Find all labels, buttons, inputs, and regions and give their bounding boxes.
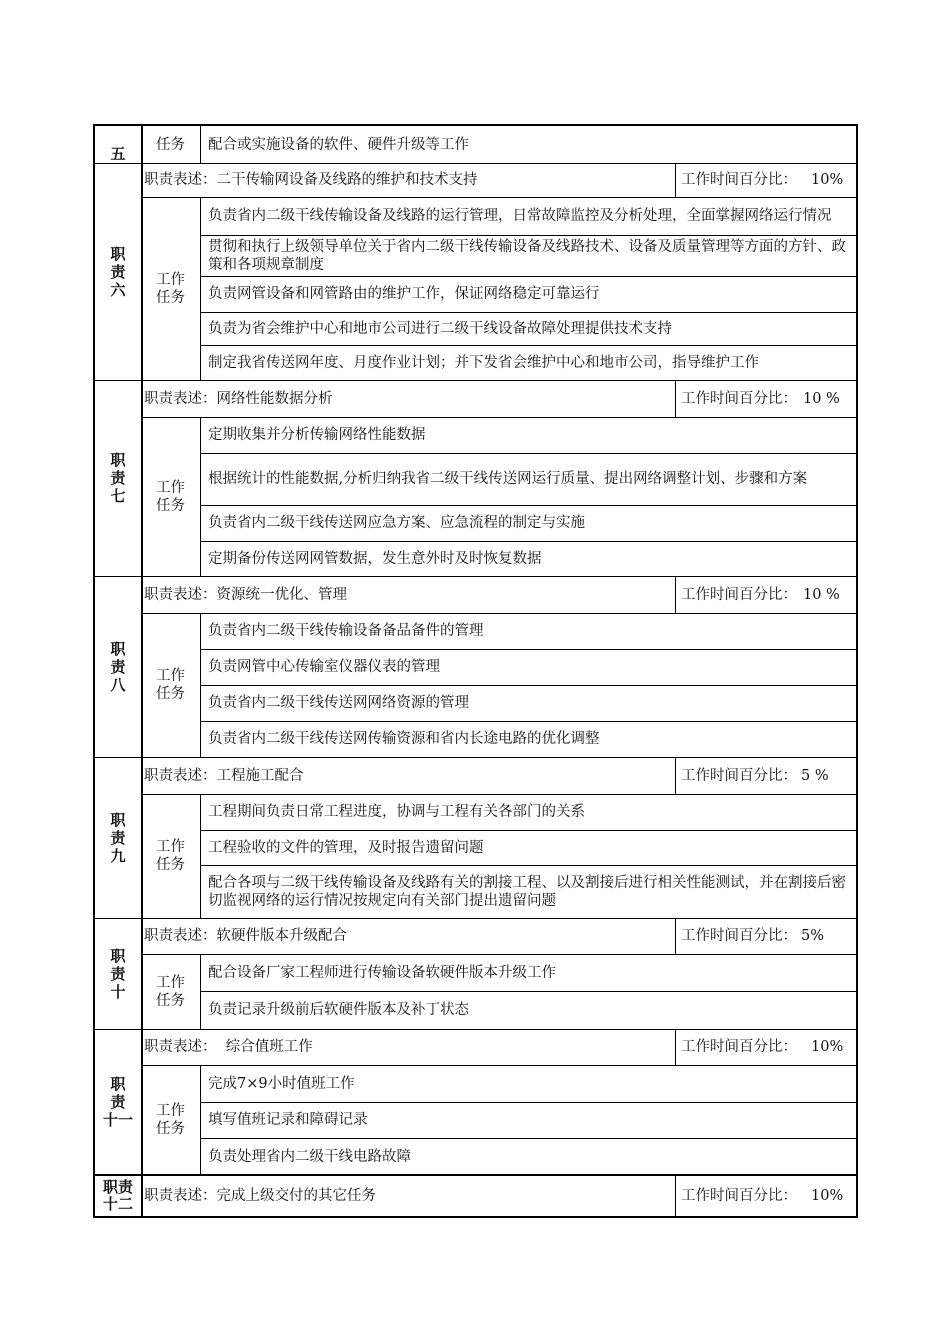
row-separator: [200, 453, 856, 454]
row-separator: [200, 685, 856, 686]
row-separator: [200, 649, 856, 650]
column-separator: [675, 576, 676, 613]
section-7-type-label: [141, 417, 200, 576]
section-10-label: [95, 918, 141, 1029]
time-percentage-value: 10%: [811, 172, 844, 188]
section-11-type-label: [141, 1065, 200, 1175]
section-12-description: 职责表述：完成上级交付的其它任务: [144, 1187, 376, 1204]
section-9-task-3: 配合各项与二级干线传输设备及线路有关的割接工程、以及割接后进行相关性能测试，并在割接后密切监视网络的运行情况按规定向有关部门提出遗留问题: [208, 874, 846, 909]
time-percentage-value: 10%: [811, 1187, 844, 1204]
row-separator: [141, 197, 856, 198]
row-separator: [200, 345, 856, 346]
time-percentage-label: 工作时间百分比：: [681, 928, 797, 944]
type-label-line-1: 工作: [156, 271, 185, 288]
column-separator: [675, 757, 676, 794]
type-label-line-2: 任务: [156, 289, 185, 306]
column-separator: [675, 380, 676, 417]
section-10-label-line-1: 职: [110, 946, 126, 965]
row-separator: [95, 918, 856, 919]
section-6-label-line-3: 六: [110, 280, 126, 299]
section-8-description: 职责表述：资源统一优化、管理: [144, 586, 347, 603]
row-separator: [200, 312, 856, 313]
row-separator: [200, 541, 856, 542]
type-label-line-1: 工作: [156, 1103, 185, 1119]
section-7-time-percentage: [675, 380, 856, 417]
row-separator: [141, 417, 856, 418]
section-5-label-text: 五: [110, 145, 126, 163]
section-12-label-line-2: 十二: [102, 1194, 133, 1213]
column-separator: [200, 126, 201, 163]
type-label-line-2: 任务: [156, 497, 185, 514]
row-separator: [141, 954, 856, 955]
section-11-label-line-3: 十一: [102, 1111, 133, 1129]
section-6-time-percentage: [675, 163, 856, 197]
time-percentage-value: 10%: [811, 1039, 844, 1055]
section-6-label-line-2: 责: [110, 262, 126, 281]
section-7-label: [95, 380, 141, 576]
row-separator: [95, 757, 856, 758]
type-label-line-2: 任务: [156, 1121, 185, 1137]
row-separator: [200, 276, 856, 277]
column-separator: [200, 417, 201, 576]
type-label-line-1: 工作: [156, 839, 185, 855]
section-8-task-1: 负责省内二级干线传输设备备品备件的管理: [208, 623, 484, 639]
row-separator: [95, 1029, 856, 1030]
time-percentage-label: 工作时间百分比：: [681, 172, 797, 188]
section-8-task-4: 负责省内二级干线传送网传输资源和省内长途电路的优化调整: [208, 731, 600, 747]
type-label-line-2: 任务: [156, 686, 185, 702]
section-8-type-label: [141, 613, 200, 757]
section-9-label-line-3: 九: [110, 846, 126, 865]
section-6-task-3: 负责网管设备和网管路由的维护工作，保证网络稳定可靠运行: [208, 286, 600, 302]
row-separator: [200, 830, 856, 831]
section-7-description: 职责表述：网络性能数据分析: [144, 390, 333, 407]
type-label-line-2: 任务: [156, 992, 185, 1009]
section-10-type-label: [141, 954, 200, 1029]
column-separator: [141, 126, 143, 1216]
row-separator: [141, 794, 856, 795]
section-10-label-line-3: 十: [110, 982, 126, 1001]
section-9-type-label: [141, 794, 200, 918]
section-7-label-line-1: 职: [110, 451, 126, 469]
section-10-task-1: 配合设备厂家工程师进行传输设备软硬件版本升级工作: [208, 964, 556, 981]
section-11-label-line-1: 职: [110, 1075, 126, 1093]
section-8-label-line-3: 八: [110, 675, 126, 694]
time-percentage-label: 工作时间百分比：: [681, 1039, 797, 1055]
row-separator: [141, 613, 856, 614]
section-10-label-line-2: 责: [110, 964, 126, 983]
time-percentage-label: 工作时间百分比：: [681, 586, 797, 603]
column-separator: [200, 954, 201, 1029]
row-separator: [141, 1065, 856, 1066]
section-8-label-line-2: 责: [110, 657, 126, 676]
type-label-line-2: 任务: [156, 857, 185, 873]
section-6-label: [95, 163, 141, 380]
column-separator: [675, 918, 676, 954]
section-7-task-3: 负责省内二级干线传送网应急方案、应急流程的制定与实施: [208, 515, 585, 531]
section-7-task-2: 根据统计的性能数据,分析归纳我省二级干线传送网运行质量、提出网络调整计划、步骤和方案: [208, 471, 808, 487]
section-8-label-line-1: 职: [110, 639, 126, 658]
section-8-task-3: 负责省内二级干线传送网网络资源的管理: [208, 695, 469, 711]
section-6-description: 职责表述：二干传输网设备及线路的维护和技术支持: [144, 172, 478, 188]
section-6-task-1: 负责省内二级干线传输设备及线路的运行管理，日常故障监控及分析处理，全面掌握网络运行情况: [208, 208, 832, 224]
section-11-time-percentage: [675, 1029, 856, 1065]
time-percentage-value: 10 %: [803, 390, 840, 407]
row-separator: [95, 163, 856, 164]
section-11-description: 职责表述： 综合值班工作: [144, 1039, 313, 1055]
section-6-label-line-1: 职: [110, 244, 126, 263]
section-6-task-5: 制定我省传送网年度、月度作业计划；并下发省会维护中心和地市公司，指导维护工作: [208, 354, 759, 371]
column-separator: [200, 794, 201, 918]
section-5-task-1: 配合或实施设备的软件、硬件升级等工作: [208, 136, 469, 153]
row-separator: [95, 380, 856, 381]
section-7-task-4: 定期备份传送网网管数据，发生意外时及时恢复数据: [208, 550, 542, 567]
section-9-label-line-1: 职: [110, 810, 126, 829]
row-separator: [200, 505, 856, 506]
column-separator: [675, 1029, 676, 1065]
section-9-label-line-2: 责: [110, 828, 126, 847]
section-12-label: [95, 1175, 141, 1216]
time-percentage-label: 工作时间百分比：: [681, 1187, 797, 1204]
section-10-time-percentage: [675, 918, 856, 954]
section-8-label: [95, 576, 141, 757]
type-label-line-1: 工作: [156, 974, 185, 991]
section-9-task-1: 工程期间负责日常工程进度，协调与工程有关各部门的关系: [208, 804, 585, 820]
section-7-label-line-2: 责: [110, 469, 126, 487]
row-separator: [200, 235, 856, 236]
row-separator: [200, 1102, 856, 1103]
type-label-line-1: 工作: [156, 668, 185, 684]
section-8-time-percentage: [675, 576, 856, 613]
type-label-line-1: 工作: [156, 479, 185, 496]
section-9-label: [95, 757, 141, 918]
section-11-task-3: 负责处理省内二级干线电路故障: [208, 1148, 411, 1165]
column-separator: [675, 163, 676, 197]
row-separator: [200, 721, 856, 722]
column-separator: [200, 197, 201, 380]
time-percentage-value: 10 %: [803, 586, 840, 603]
section-5-type-label: 任务: [156, 136, 185, 153]
time-percentage-label: 工作时间百分比：: [681, 767, 797, 784]
section-10-description: 职责表述：软硬件版本升级配合: [144, 928, 347, 944]
section-7-label-line-3: 七: [110, 487, 126, 505]
section-9-task-2: 工程验收的文件的管理，及时报告遗留问题: [208, 839, 484, 856]
section-9-time-percentage: [675, 757, 856, 794]
section-11-task-1: 完成7×9小时值班工作: [208, 1075, 355, 1092]
section-10-task-2: 负责记录升级前后软硬件版本及补丁状态: [208, 1002, 469, 1018]
time-percentage-value: 5 %: [801, 767, 829, 784]
section-6-task-4: 负责为省会维护中心和地市公司进行二级干线设备故障处理提供技术支持: [208, 320, 672, 337]
section-5-label: [95, 146, 141, 162]
section-6-type-label: [141, 197, 200, 380]
section-12-time-percentage: [675, 1175, 856, 1216]
section-11-label-line-2: 责: [110, 1093, 126, 1111]
column-separator: [200, 613, 201, 757]
row-separator: [200, 1138, 856, 1139]
row-separator: [95, 1174, 856, 1176]
section-11-label: [95, 1029, 141, 1175]
column-separator: [200, 1065, 201, 1175]
section-6-task-2: 贯彻和执行上级领导单位关于省内二级干线传输设备及线路技术、设备及质量管理等方面的方针、政策和各项规章制度: [208, 238, 846, 273]
section-7-task-1: 定期收集并分析传输网络性能数据: [208, 427, 426, 443]
section-9-description: 职责表述：工程施工配合: [144, 767, 304, 784]
row-separator: [200, 991, 856, 992]
section-11-task-2: 填写值班记录和障碍记录: [208, 1112, 368, 1128]
section-12-label-line-1: 职责: [102, 1177, 133, 1196]
row-separator: [95, 576, 856, 577]
row-separator: [200, 865, 856, 866]
column-separator: [675, 1175, 676, 1216]
time-percentage-value: 5%: [801, 928, 825, 944]
section-8-task-2: 负责网管中心传输室仪器仪表的管理: [208, 659, 440, 675]
time-percentage-label: 工作时间百分比：: [681, 390, 797, 407]
